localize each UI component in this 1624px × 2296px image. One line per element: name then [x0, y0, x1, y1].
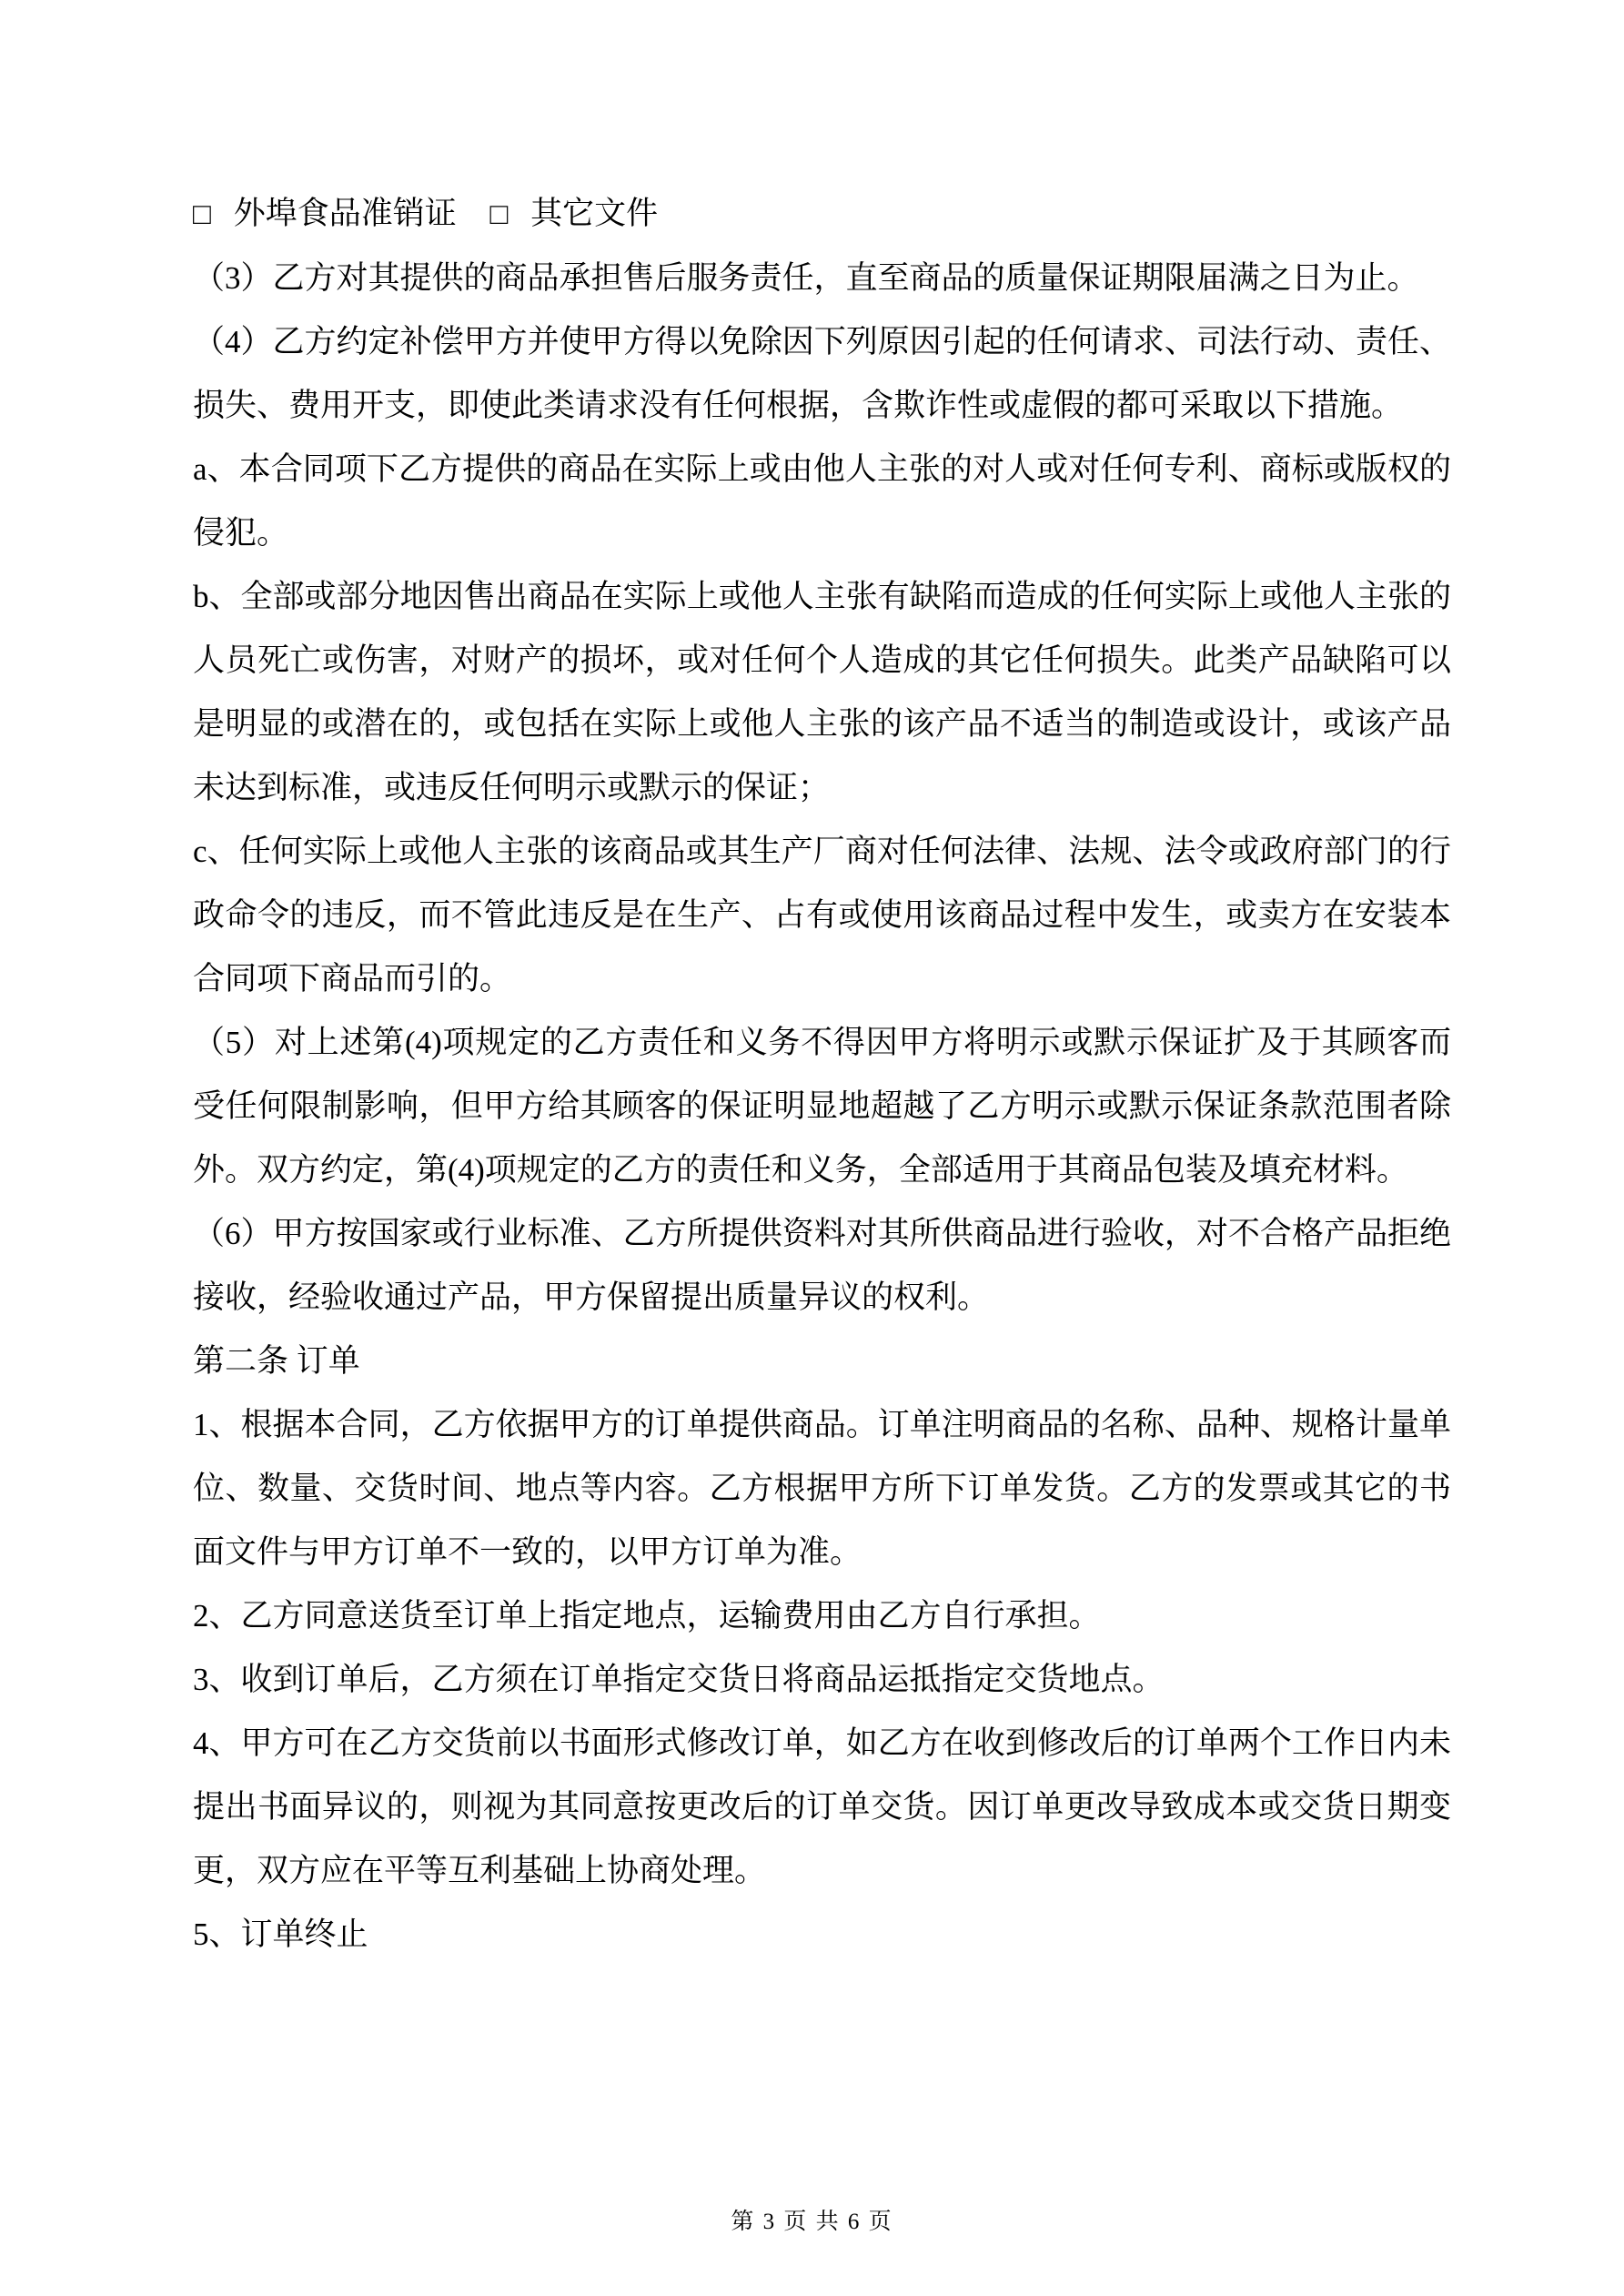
paragraph-order-4: 4、甲方可在乙方交货前以书面形式修改订单，如乙方在收到修改后的订单两个工作日内未提出书面异议的，则视为其同意按更改后的订单交货。因订单更改导致成本或交货日期变更，双方应在平等互利基础上协商处理。	[193, 1725, 1451, 1888]
paragraph-item-b: b、全部或部分地因售出商品在实际上或他人主张有缺陷而造成的任何实际上或他人主张的人员死亡或伤害，对财产的损坏，或对任何个人造成的其它任何损失。此类产品缺陷可以是明显的或潜在的，或包括在实际上或他人主张的该产品不适当的制造或设计，或该产品未达到标准，或违反任何明示或默示的保证；	[193, 579, 1451, 805]
paragraph-clause-3: （3）乙方对其提供的商品承担售后服务责任，直至商品的质量保证期限届满之日为止。	[193, 260, 1419, 296]
paragraph-clause-6: （6）甲方按国家或行业标准、乙方所提供资料对其所供商品进行验收，对不合格产品拒绝接收，经验收通过产品，甲方保留提出质量异议的权利。	[193, 1216, 1451, 1315]
checkbox-item-permit[interactable]	[193, 182, 457, 247]
paragraph-order-2: 2、乙方同意送货至订单上指定地点，运输费用由乙方自行承担。	[193, 1598, 1101, 1633]
checkbox-label-other: 其它文件	[530, 196, 659, 231]
checkbox-label-permit: 外埠食品准销证	[233, 196, 457, 231]
page-number-footer: 第 3 页 共 6 页	[731, 2210, 893, 2234]
document-body	[193, 182, 1451, 1967]
paragraph-order-1: 1、根据本合同，乙方依据甲方的订单提供商品。订单注明商品的名称、品种、规格计量单位、数量、交货时间、地点等内容。乙方根据甲方所下订单发货。乙方的发票或其它的书面文件与甲方订单不一致的，以甲方订单为准。	[193, 1407, 1451, 1570]
paragraph-order-3: 3、收到订单后，乙方须在订单指定交货日将商品运抵指定交货地点。	[193, 1662, 1165, 1697]
paragraph-clause-5: （5）对上述第(4)项规定的乙方责任和义务不得因甲方将明示或默示保证扩及于其顾客而受任何限制影响，但甲方给其顾客的保证明显地超越了乙方明示或默示保证条款范围者除外。双方约定，第(4)项规定的乙方的责任和义务，全部适用于其商品包装及填充材料。	[193, 1025, 1451, 1188]
checkbox-row	[193, 182, 1451, 247]
paragraph-item-a: a、本合同项下乙方提供的商品在实际上或由他人主张的对人或对任何专利、商标或版权的侵犯。	[193, 451, 1451, 551]
paragraph-item-c: c、任何实际上或他人主张的该商品或其生产厂商对任何法律、法规、法令或政府部门的行政命令的违反，而不管此违反是在生产、占有或使用该商品过程中发生，或卖方在安装本合同项下商品而引的。	[193, 834, 1451, 996]
paragraph-clause-4: （4）乙方约定补偿甲方并使甲方得以免除因下列原因引起的任何请求、司法行动、责任、损失、费用开支，即使此类请求没有任何根据，含欺诈性或虚假的都可采取以下措施。	[193, 324, 1451, 423]
section-title-article-2: 第二条 订单	[193, 1343, 360, 1379]
checkbox-unchecked-icon[interactable]: □	[489, 198, 509, 231]
checkbox-unchecked-icon[interactable]: □	[193, 198, 211, 231]
checkbox-item-other[interactable]	[489, 182, 658, 247]
paragraph-order-5: 5、订单终止	[193, 1917, 368, 1952]
